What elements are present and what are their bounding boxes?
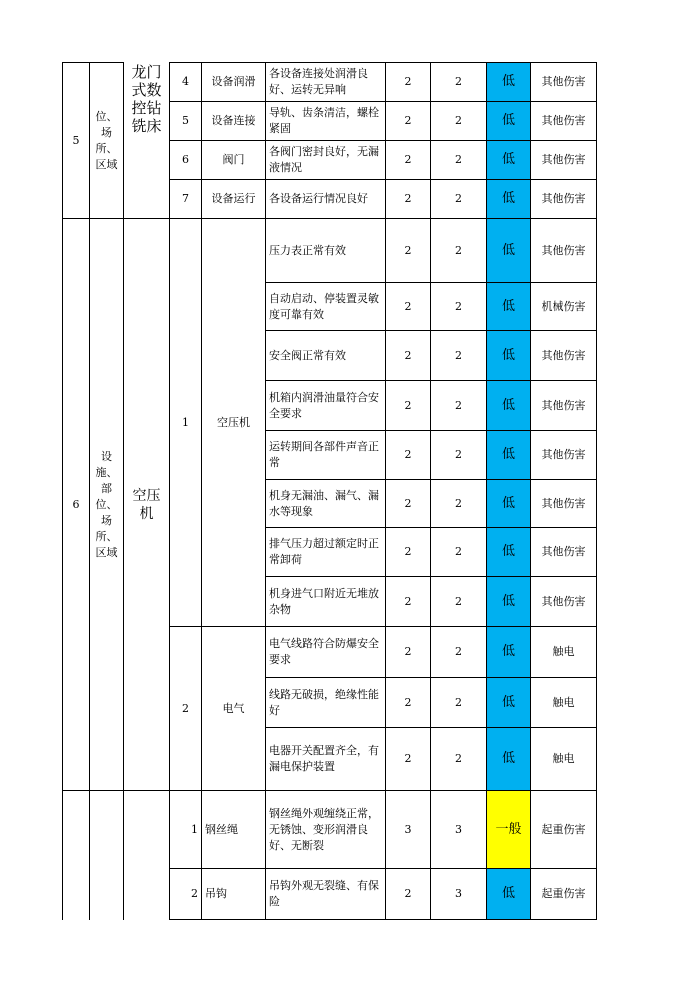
severity-cell: 3 [431, 869, 487, 920]
likelihood-cell: 2 [386, 283, 431, 331]
requirement-cell: 安全阀正常有效 [266, 331, 386, 381]
risk-level-badge: 低 [487, 219, 531, 283]
harm-type-cell: 触电 [531, 627, 597, 678]
severity-cell: 2 [431, 528, 487, 577]
table-row [63, 219, 597, 283]
requirement-cell: 吊钩外观无裂缝、有保险 [266, 869, 386, 920]
likelihood-cell: 2 [386, 627, 431, 678]
item-no-cell: 5 [170, 102, 202, 141]
item-name-cell: 设备连接 [202, 102, 266, 141]
likelihood-cell: 3 [386, 791, 431, 869]
likelihood-cell: 2 [386, 528, 431, 577]
item-no-cell: 1 [170, 219, 202, 627]
risk-level-badge: 低 [487, 331, 531, 381]
risk-level-badge: 低 [487, 480, 531, 528]
severity-cell: 2 [431, 381, 487, 431]
requirement-cell: 导轨、齿条清洁，螺栓紧固 [266, 102, 386, 141]
severity-cell: 2 [431, 331, 487, 381]
likelihood-cell: 2 [386, 577, 431, 627]
severity-cell: 2 [431, 180, 487, 219]
risk-level-badge: 低 [487, 678, 531, 728]
harm-type-cell: 触电 [531, 728, 597, 791]
requirement-cell: 自动启动、停装置灵敏度可靠有效 [266, 283, 386, 331]
harm-type-cell: 其他伤害 [531, 480, 597, 528]
category-cell [90, 791, 124, 920]
severity-cell: 2 [431, 102, 487, 141]
item-name-cell: 设备运行 [202, 180, 266, 219]
requirement-cell: 电气线路符合防爆安全要求 [266, 627, 386, 678]
risk-level-badge: 低 [487, 728, 531, 791]
item-no-cell: 2 [170, 869, 202, 920]
likelihood-cell: 2 [386, 678, 431, 728]
severity-cell: 2 [431, 678, 487, 728]
harm-type-cell: 其他伤害 [531, 528, 597, 577]
severity-cell: 2 [431, 63, 487, 102]
likelihood-cell: 2 [386, 431, 431, 480]
risk-level-badge: 低 [487, 869, 531, 920]
requirement-cell: 机身进气口附近无堆放杂物 [266, 577, 386, 627]
requirement-cell: 电器开关配置齐全，有漏电保护装置 [266, 728, 386, 791]
severity-cell: 2 [431, 728, 487, 791]
item-name-cell: 钢丝绳 [202, 791, 266, 869]
seq-cell [63, 791, 90, 920]
item-no-cell: 1 [170, 791, 202, 869]
risk-level-badge: 低 [487, 577, 531, 627]
severity-cell: 2 [431, 627, 487, 678]
severity-cell: 2 [431, 219, 487, 283]
risk-level-badge: 低 [487, 431, 531, 480]
likelihood-cell: 2 [386, 869, 431, 920]
likelihood-cell: 2 [386, 141, 431, 180]
risk-assessment-table [62, 62, 597, 920]
harm-type-cell: 其他伤害 [531, 219, 597, 283]
item-name-cell: 空压机 [202, 219, 266, 627]
requirement-cell: 各设备连接处润滑良好、运转无异响 [266, 63, 386, 102]
requirement-cell: 各阀门密封良好，无漏液情况 [266, 141, 386, 180]
item-no-cell: 2 [170, 627, 202, 791]
likelihood-cell: 2 [386, 219, 431, 283]
risk-level-badge: 一般 [487, 791, 531, 869]
equipment-cell: 空压机 [124, 219, 170, 791]
severity-cell: 2 [431, 283, 487, 331]
requirement-cell: 运转期间各部件声音正常 [266, 431, 386, 480]
item-no-cell: 4 [170, 63, 202, 102]
harm-type-cell: 起重伤害 [531, 791, 597, 869]
likelihood-cell: 2 [386, 381, 431, 431]
severity-cell: 3 [431, 791, 487, 869]
item-name-cell: 电气 [202, 627, 266, 791]
equipment-cell: 龙门式数控钻铣床 [124, 63, 170, 219]
item-name-cell: 设备润滑 [202, 63, 266, 102]
risk-level-badge: 低 [487, 528, 531, 577]
harm-type-cell: 机械伤害 [531, 283, 597, 331]
category-cell: 设施、部位、场所、区域 [90, 219, 124, 791]
requirement-cell: 线路无破损，绝缘性能好 [266, 678, 386, 728]
table-row [63, 63, 597, 102]
harm-type-cell: 触电 [531, 678, 597, 728]
severity-cell: 2 [431, 141, 487, 180]
harm-type-cell: 其他伤害 [531, 431, 597, 480]
equipment-cell [124, 791, 170, 920]
severity-cell: 2 [431, 480, 487, 528]
harm-type-cell: 其他伤害 [531, 381, 597, 431]
requirement-cell: 钢丝绳外观缠绕正常，无锈蚀、变形润滑良好、无断裂 [266, 791, 386, 869]
likelihood-cell: 2 [386, 63, 431, 102]
requirement-cell: 压力表正常有效 [266, 219, 386, 283]
risk-level-badge: 低 [487, 141, 531, 180]
category-cell: 位、场所、区域 [90, 63, 124, 219]
harm-type-cell: 其他伤害 [531, 331, 597, 381]
risk-level-badge: 低 [487, 283, 531, 331]
item-name-cell: 吊钩 [202, 869, 266, 920]
risk-level-badge: 低 [487, 63, 531, 102]
likelihood-cell: 2 [386, 180, 431, 219]
harm-type-cell: 其他伤害 [531, 63, 597, 102]
requirement-cell: 机身无漏油、漏气、漏水等现象 [266, 480, 386, 528]
likelihood-cell: 2 [386, 480, 431, 528]
harm-type-cell: 起重伤害 [531, 869, 597, 920]
item-name-cell: 阀门 [202, 141, 266, 180]
requirement-cell: 机箱内润滑油量符合安全要求 [266, 381, 386, 431]
severity-cell: 2 [431, 431, 487, 480]
seq-cell: 6 [63, 219, 90, 791]
severity-cell: 2 [431, 577, 487, 627]
risk-level-badge: 低 [487, 180, 531, 219]
risk-level-badge: 低 [487, 102, 531, 141]
requirement-cell: 各设备运行情况良好 [266, 180, 386, 219]
table-row [63, 791, 597, 869]
item-no-cell: 7 [170, 180, 202, 219]
likelihood-cell: 2 [386, 331, 431, 381]
likelihood-cell: 2 [386, 102, 431, 141]
harm-type-cell: 其他伤害 [531, 180, 597, 219]
risk-level-badge: 低 [487, 627, 531, 678]
likelihood-cell: 2 [386, 728, 431, 791]
seq-cell: 5 [63, 63, 90, 219]
harm-type-cell: 其他伤害 [531, 141, 597, 180]
harm-type-cell: 其他伤害 [531, 102, 597, 141]
item-no-cell: 6 [170, 141, 202, 180]
requirement-cell: 排气压力超过额定时正常卸荷 [266, 528, 386, 577]
harm-type-cell: 其他伤害 [531, 577, 597, 627]
risk-level-badge: 低 [487, 381, 531, 431]
